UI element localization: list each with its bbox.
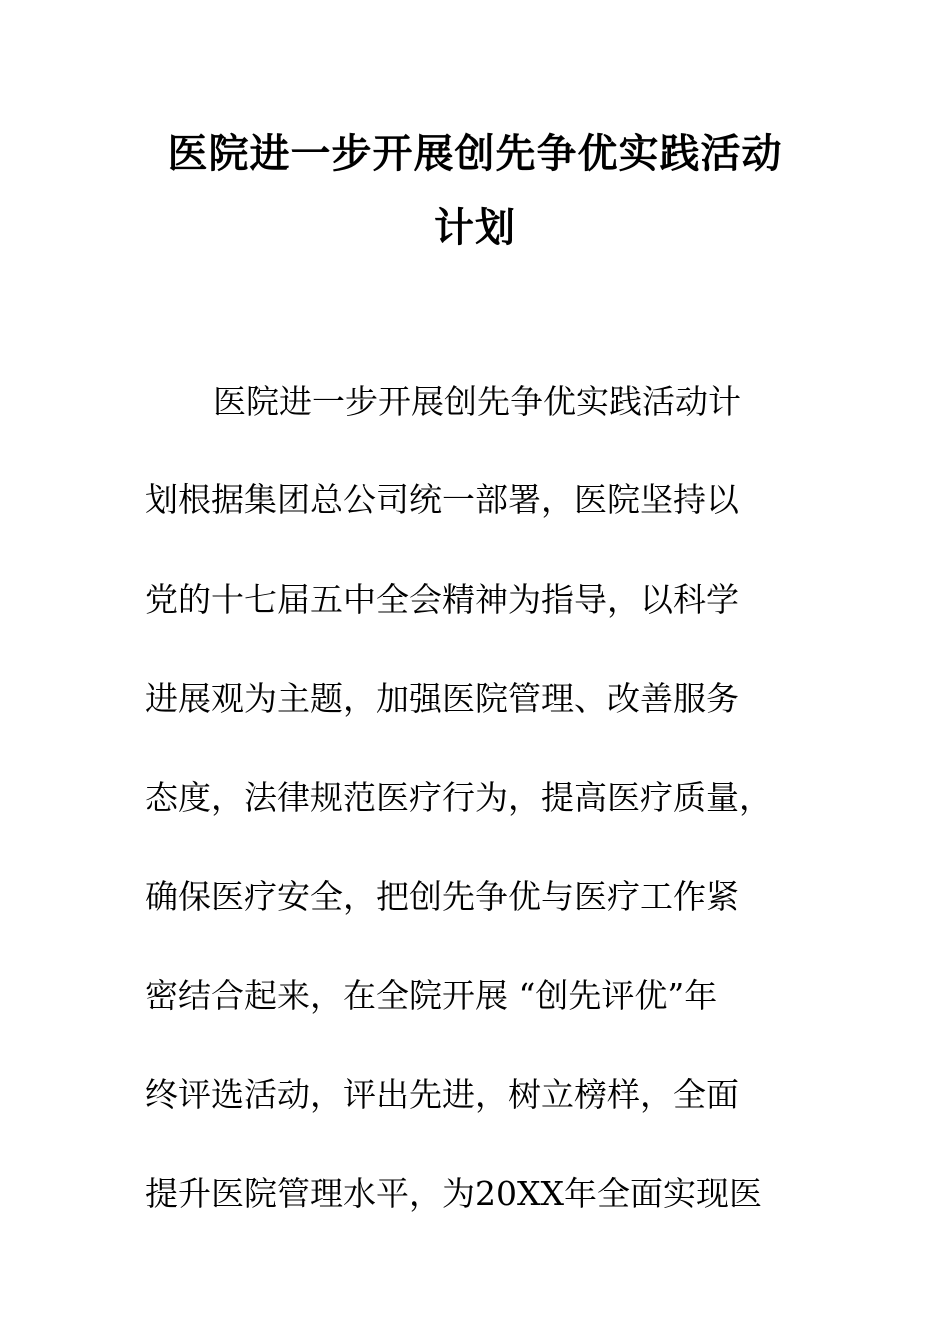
paragraph-line-9: 提升医院管理水平，为20XX年全面实现医 [145,1174,762,1213]
paragraph-line-8: 终评选活动，评出先进，树立榜样，全面 [145,1075,739,1114]
paragraph-line-6: 确保医疗安全，把创先争优与医疗工作紧 [145,877,739,916]
paragraph-line-1: 医院进一步开展创先争优实践活动计 [213,382,741,421]
paragraph-line-7: 密结合起来，在全院开展 “创先评优”年 [145,976,718,1015]
document-title-line-2: 计划 [434,205,516,251]
paragraph-line-4: 进展观为主题，加强医院管理、改善服务 [145,679,739,718]
paragraph-line-5: 态度，法律规范医疗行为，提高医疗质量， [145,778,772,817]
document-title-line-1: 医院进一步开展创先争优实践活动 [167,131,783,177]
paragraph-line-2: 划根据集团总公司统一部署，医院坚持以 [145,480,739,519]
paragraph-line-3: 党的十七届五中全会精神为指导，以科学 [145,580,739,619]
